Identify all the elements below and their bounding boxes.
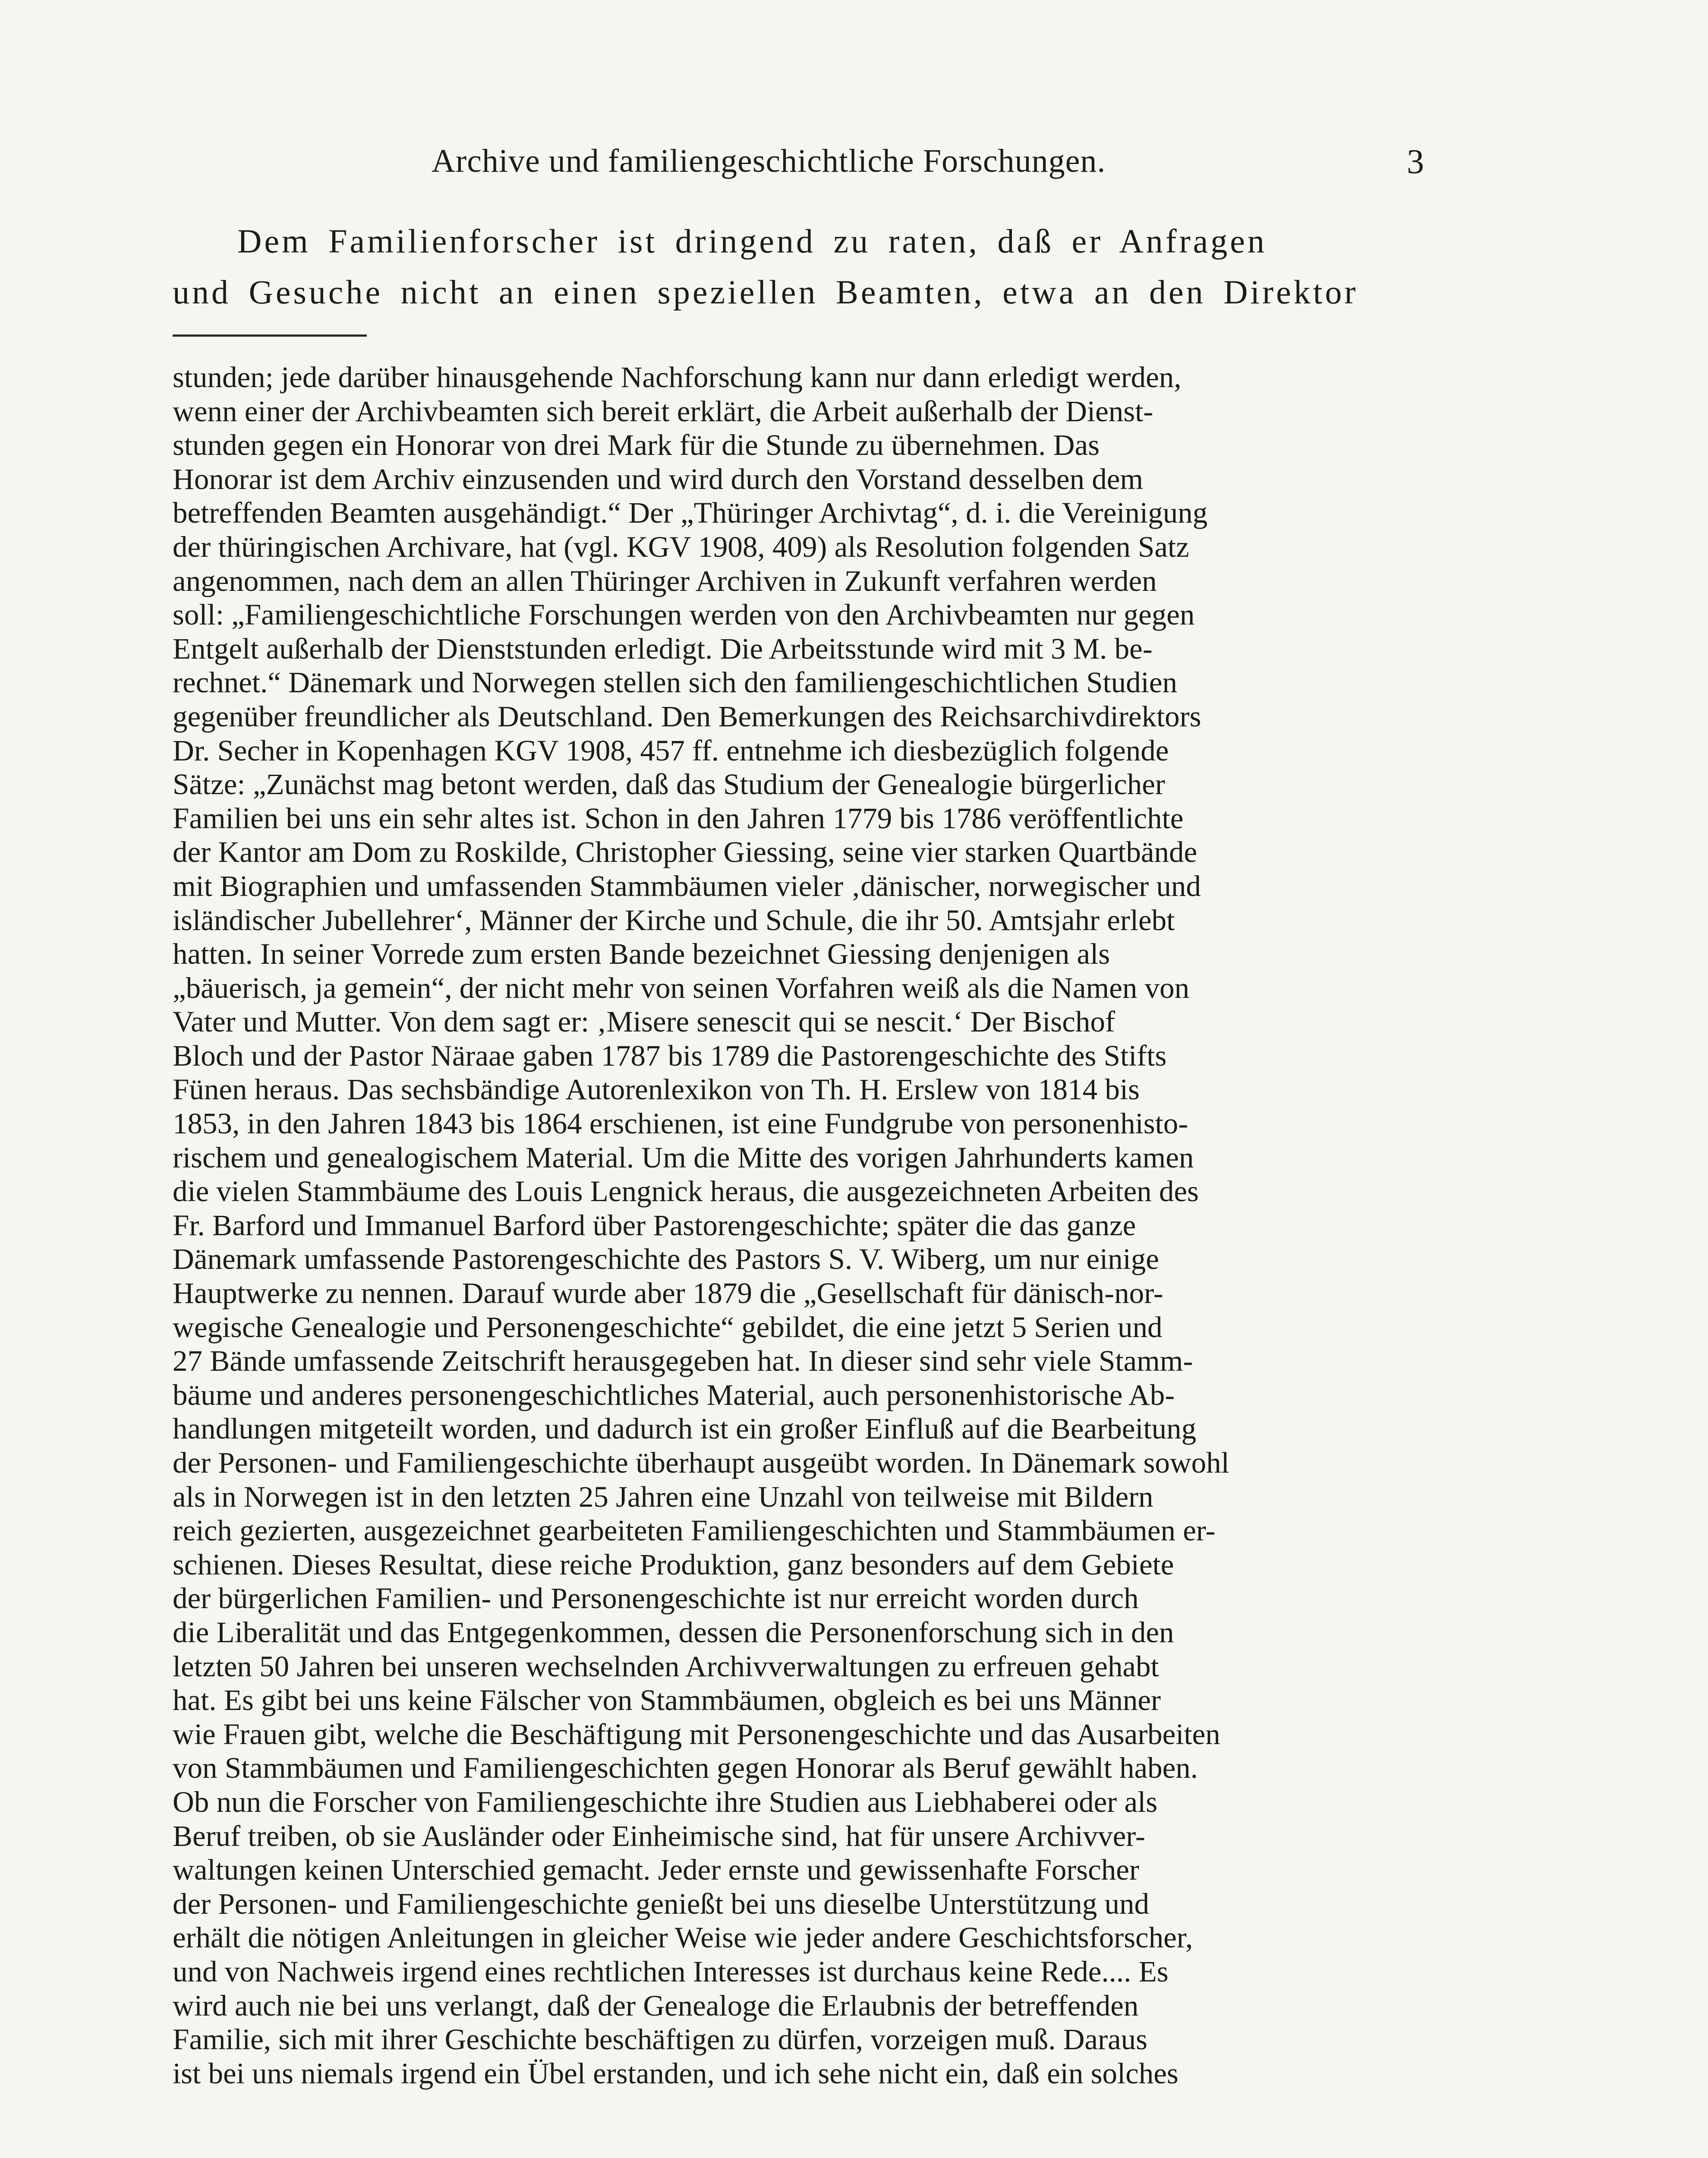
footnote-line: Fr. Barford und Immanuel Barford über Pastorengeschichte; später die das ganze — [173, 1208, 1136, 1242]
footnote-line: Dr. Secher in Kopenhagen KGV 1908, 457 ff. entnehme ich diesbezüglich folgende — [173, 734, 1169, 767]
footnote-line: der Personen- und Familiengeschichte überhaupt ausgeübt worden. In Dänemark sowohl — [173, 1446, 1229, 1479]
footnote-line: Honorar ist dem Archiv einzusenden und wird durch den Vorstand desselben dem — [173, 462, 1144, 495]
footnote-line: der thüringischen Archivare, hat (vgl. KGV 1908, 409) als Resolution folgenden Satz — [173, 530, 1189, 563]
footnote-line: Beruf treiben, ob sie Ausländer oder Einheimische sind, hat für unsere Archivver- — [173, 1819, 1145, 1852]
footnote-line: Fünen heraus. Das sechsbändige Autorenlexikon von Th. H. Erslew von 1814 bis — [173, 1073, 1140, 1106]
main-text-line: und Gesuche nicht an einen speziellen Beamten, etwa an den Direktor — [173, 273, 1358, 311]
footnote-line: 27 Bände umfassende Zeitschrift herausgegeben hat. In dieser sind sehr viele Stamm- — [173, 1344, 1193, 1378]
footnote-line: Ob nun die Forscher von Familiengeschichte ihre Studien aus Liebhaberei oder als — [173, 1785, 1158, 1818]
footnote-line: soll: „Familiengeschichtliche Forschungen werden von den Archivbeamten nur gegen — [173, 598, 1195, 631]
footnote-line: Hauptwerke zu nennen. Darauf wurde aber 1879 die „Gesellschaft für dänisch-nor- — [173, 1277, 1163, 1310]
footnote-line: gegenüber freundlicher als Deutschland. Den Bemerkungen des Reichsarchivdirektors — [173, 700, 1201, 733]
footnote-line: 1853, in den Jahren 1843 bis 1864 erschienen, ist eine Fundgrube von personenhisto- — [173, 1107, 1188, 1140]
running-title: Archive und familiengeschichtliche Forschungen. — [432, 143, 1106, 179]
main-text — [173, 216, 1437, 318]
footnote-line: Vater und Mutter. Von dem sagt er: ‚Misere senescit qui se nescit.‘ Der Bischof — [173, 1005, 1115, 1038]
footnote-line: als in Norwegen ist in den letzten 25 Jahren eine Unzahl von teilweise mit Bildern — [173, 1480, 1153, 1513]
footnote-line: Familien bei uns ein sehr altes ist. Schon in den Jahren 1779 bis 1786 veröffentlichte — [173, 801, 1184, 835]
footnote-line: der Personen- und Familiengeschichte genießt bei uns dieselbe Unterstützung und — [173, 1887, 1150, 1920]
main-text-line: Dem Familienforscher ist dringend zu raten, daß er Anfragen — [237, 222, 1267, 260]
footnote-line: rischem und genealogischem Material. Um die Mitte des vorigen Jahrhunderts kamen — [173, 1141, 1194, 1174]
footnote-line: der bürgerlichen Familien- und Personengeschichte ist nur erreicht worden durch — [173, 1582, 1139, 1615]
footnote-line: wird auch nie bei uns verlangt, daß der Genealoge die Erlaubnis der betreffenden — [173, 1989, 1139, 2022]
footnote-line: betreffenden Beamten ausgehändigt.“ Der „Thüringer Archivtag“, d. i. die Vereinigung — [173, 496, 1208, 530]
footnote-line: erhält die nötigen Anleitungen in gleicher Weise wie jeder andere Geschichtsforscher, — [173, 1921, 1193, 1954]
footnote-line: stunden; jede darüber hinausgehende Nachforschung kann nur dann erledigt werden, — [173, 361, 1182, 394]
footnote-line: bäume und anderes personengeschichtliches Material, auch personenhistorische Ab- — [173, 1378, 1175, 1411]
footnote-line: Familie, sich mit ihrer Geschichte beschäftigen zu dürfen, vorzeigen muß. Daraus — [173, 2023, 1147, 2056]
page-number: 3 — [1407, 143, 1424, 181]
footnote-line: schienen. Dieses Resultat, diese reiche Produktion, ganz besonders auf dem Gebiete — [173, 1548, 1174, 1581]
footnote-line: Dänemark umfassende Pastorengeschichte des Pastors S. V. Wiberg, um nur einige — [173, 1243, 1159, 1276]
footnote-line: wenn einer der Archivbeamten sich bereit erklärt, die Arbeit außerhalb der Dienst- — [173, 394, 1153, 428]
footnote-line: mit Biographien und umfassenden Stammbäumen vieler ‚dänischer, norwegischer und — [173, 869, 1201, 902]
footnote-line: stunden gegen ein Honorar von drei Mark für die Stunde zu übernehmen. Das — [173, 429, 1100, 462]
footnote-line: letzten 50 Jahren bei unseren wechselnden Archivverwaltungen zu erfreuen gehabt — [173, 1650, 1159, 1683]
footnote-line: hatten. In seiner Vorrede zum ersten Bande bezeichnet Giessing denjenigen als — [173, 937, 1110, 971]
footnote — [173, 360, 1437, 2090]
footnote-line: isländischer Jubellehrer‘, Männer der Kirche und Schule, die ihr 50. Amtsjahr erlebt — [173, 903, 1175, 937]
footnote-line: wegische Genealogie und Personengeschichte“ gebildet, die eine jetzt 5 Serien und — [173, 1310, 1163, 1344]
footnote-line: „bäuerisch, ja gemein“, der nicht mehr von seinen Vorfahren weiß als die Namen von — [173, 971, 1190, 1004]
footnote-line: rechnet.“ Dänemark und Norwegen stellen sich den familiengeschichtlichen Studien — [173, 666, 1177, 699]
footnote-line: wie Frauen gibt, welche die Beschäftigung mit Personengeschichte und das Ausarbeiten — [173, 1717, 1220, 1751]
footnote-line: waltungen keinen Unterschied gemacht. Jeder ernste und gewissenhafte Forscher — [173, 1853, 1139, 1887]
footnote-line: die Liberalität und das Entgegenkommen, dessen die Personenforschung sich in den — [173, 1615, 1174, 1649]
running-head — [173, 142, 1467, 194]
footnote-line: Bloch und der Pastor Näraae gaben 1787 bis 1789 die Pastorengeschichte des Stifts — [173, 1039, 1167, 1072]
footnote-line: reich gezierten, ausgezeichnet gearbeiteten Familiengeschichten und Stammbäumen er- — [173, 1514, 1216, 1547]
footnote-line: die vielen Stammbäume des Louis Lengnick heraus, die ausgezeichneten Arbeiten des — [173, 1175, 1199, 1208]
footnote-divider — [173, 334, 367, 337]
footnote-line: Sätze: „Zunächst mag betont werden, daß das Studium der Genealogie bürgerlicher — [173, 768, 1165, 801]
footnote-line: hat. Es gibt bei uns keine Fälscher von Stammbäumen, obgleich es bei uns Männer — [173, 1684, 1161, 1717]
footnote-line: von Stammbäumen und Familiengeschichten gegen Honorar als Beruf gewählt haben. — [173, 1751, 1198, 1785]
footnote-line: der Kantor am Dom zu Roskilde, Christopher Giessing, seine vier starken Quartbände — [173, 836, 1197, 869]
footnote-line: Entgelt außerhalb der Dienststunden erledigt. Die Arbeitsstunde wird mit 3 M. be- — [173, 632, 1153, 665]
footnote-line: angenommen, nach dem an allen Thüringer Archiven in Zukunft verfahren werden — [173, 564, 1157, 597]
footnote-line: und von Nachweis irgend eines rechtlichen Interesses ist durchaus keine Rede.... Es — [173, 1955, 1169, 1988]
footnote-line: ist bei uns niemals irgend ein Übel erstanden, und ich sehe nicht ein, daß ein solches — [173, 2057, 1179, 2090]
footnote-line: handlungen mitgeteilt worden, und dadurch ist ein großer Einfluß auf die Bearbeitung — [173, 1412, 1197, 1445]
